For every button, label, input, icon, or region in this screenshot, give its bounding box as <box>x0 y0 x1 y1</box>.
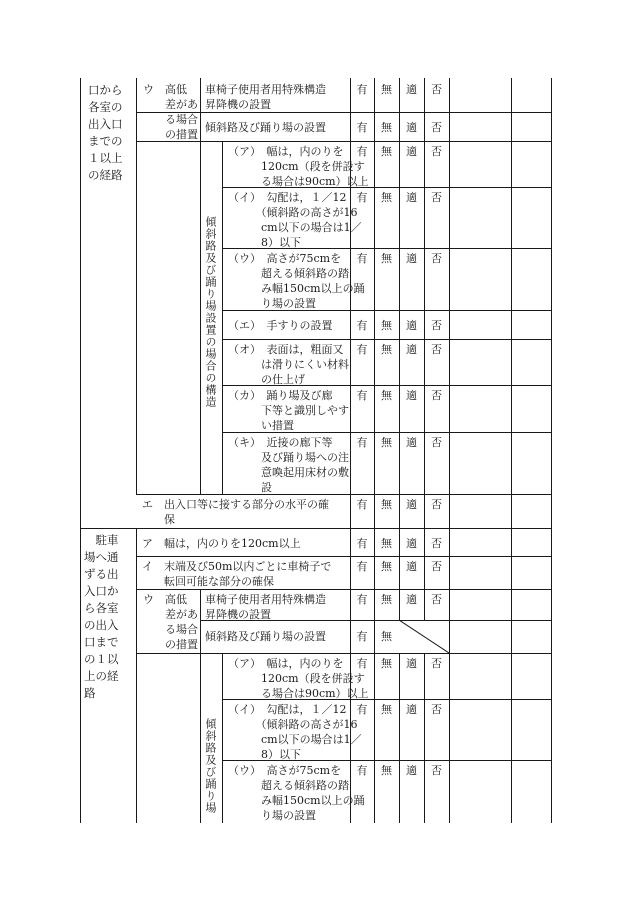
mark-ok: 適 <box>406 121 417 134</box>
row-divider <box>136 653 551 654</box>
mark-ng: 否 <box>431 145 442 158</box>
mark-no: 無 <box>381 436 392 449</box>
u1-lift-text: 車椅子使用者用特殊構造 昇降機の設置 <box>205 593 326 621</box>
mark-ok: 適 <box>406 389 417 402</box>
mark-no: 無 <box>381 252 392 265</box>
col-divider <box>449 78 450 823</box>
mark-no: 無 <box>381 343 392 356</box>
item-u-text: （ウ） 高さが75cmを 超える傾斜路の踏 み幅150cm以上の踊 り場の設置 <box>228 764 365 822</box>
mark-yes: 有 <box>356 657 368 670</box>
mark-no: 無 <box>381 703 392 716</box>
u-level-difference-label: ウ 高低 差があ る場合 の措置 <box>143 593 198 651</box>
u2-ramp-text: 傾斜路及び踊り場の設置 <box>205 121 326 134</box>
mark-ok: 適 <box>406 83 417 96</box>
mark-ng: 否 <box>431 593 442 606</box>
mark-ng: 否 <box>431 537 442 550</box>
row-divider <box>136 112 551 113</box>
mark-yes: 有 <box>356 343 368 356</box>
col-divider <box>200 589 201 823</box>
mark-ok: 適 <box>406 593 417 606</box>
mark-no: 無 <box>381 319 392 332</box>
mark-yes: 有 <box>356 537 368 550</box>
mark-yes: 有 <box>356 498 368 511</box>
item-u-text: （ウ） 高さが75cmを 超える傾斜路の踏 み幅150cm以上の踊 り場の設置 <box>228 252 365 310</box>
item-ki-text: （キ） 近接の廊下等 及び踊り場への注 意喚起用床材の敷 設 <box>228 436 349 494</box>
item-a-text: （ア） 幅は，内のりを 120cm（段を併設す る場合は90cm）以上 <box>228 657 369 700</box>
mark-yes: 有 <box>356 145 368 158</box>
mark-ok: 適 <box>406 191 417 204</box>
u1-lift-text: 車椅子使用者用特殊構造 昇降機の設置 <box>205 83 326 111</box>
a-width-text: ア 幅は，内のりを120cm以上 <box>142 537 301 550</box>
col-divider <box>136 528 137 823</box>
mark-ok: 適 <box>406 703 417 716</box>
mark-yes: 有 <box>356 191 368 204</box>
section2-route-label: 駐車 場へ通 ずる出 入口か ら各室 の出入 口まで の１以 上の経 路 <box>84 533 119 700</box>
mark-ng: 否 <box>431 83 442 96</box>
col-divider <box>222 653 223 823</box>
row-divider <box>136 141 551 142</box>
ramp-structure-label: 傾斜路及び踊り場設置の場合の構造 <box>204 216 217 408</box>
ramp-structure-label: 傾斜路及び踊り場 <box>204 718 217 814</box>
item-i-text: （イ） 勾配は，１／12 （傾斜路の高さが16 cm以下の場合は1／ 8）以下 <box>228 191 362 249</box>
mark-ng: 否 <box>431 560 442 573</box>
item-e-text: （エ） 手すりの設置 <box>228 319 333 332</box>
mark-yes: 有 <box>356 560 368 573</box>
col-divider <box>511 78 512 823</box>
mark-no: 無 <box>381 498 392 511</box>
mark-no: 無 <box>381 145 392 158</box>
mark-ng: 否 <box>431 657 442 670</box>
mark-no: 無 <box>381 630 392 643</box>
mark-ok: 適 <box>406 537 417 550</box>
mark-yes: 有 <box>356 764 368 777</box>
mark-ok: 適 <box>406 145 417 158</box>
item-a-text: （ア） 幅は，内のりを 120cm（段を併設す る場合は90cm）以上 <box>228 145 369 188</box>
e-horizontal-text: エ 出入口等に接する部分の水平の確 保 <box>142 498 329 526</box>
mark-ng: 否 <box>431 121 442 134</box>
mark-yes: 有 <box>356 593 368 606</box>
mark-no: 無 <box>381 191 392 204</box>
mark-no: 無 <box>381 83 392 96</box>
mark-ng: 否 <box>431 252 442 265</box>
mark-ok: 適 <box>406 764 417 777</box>
mark-ok: 適 <box>406 436 417 449</box>
section1-route-label: 口から 各室の 出入口 までの １以上 の経路 <box>88 83 123 182</box>
item-o-text: （オ） 表面は，粗面又 は滑りにくい材料 の仕上げ <box>228 343 349 386</box>
row-divider <box>136 589 551 590</box>
row-divider <box>222 339 551 340</box>
i-turning-text: イ 末端及び50m以内ごとに車椅子で 転回可能な部分の確保 <box>142 560 332 588</box>
mark-no: 無 <box>381 764 392 777</box>
mark-yes: 有 <box>356 703 368 716</box>
mark-yes: 有 <box>356 436 368 449</box>
mark-ok: 適 <box>406 560 417 573</box>
mark-ng: 否 <box>431 436 442 449</box>
not-applicable-diagonal <box>399 620 449 653</box>
mark-ok: 適 <box>406 343 417 356</box>
mark-ng: 否 <box>431 319 442 332</box>
col-divider <box>424 653 425 823</box>
mark-no: 無 <box>381 121 392 134</box>
item-ka-text: （カ） 踊り場及び廊 下等と識別しやす い措置 <box>228 389 349 432</box>
mark-ng: 否 <box>431 764 442 777</box>
mark-ok: 適 <box>406 252 417 265</box>
mark-no: 無 <box>381 389 392 402</box>
mark-no: 無 <box>381 537 392 550</box>
mark-no: 無 <box>381 657 392 670</box>
item-i-text: （イ） 勾配は，１／12 （傾斜路の高さが16 cm以下の場合は1／ 8）以下 <box>228 703 362 761</box>
mark-yes: 有 <box>356 252 368 265</box>
section-divider <box>80 528 551 529</box>
mark-no: 無 <box>381 593 392 606</box>
row-divider <box>136 556 551 557</box>
mark-ng: 否 <box>431 343 442 356</box>
mark-ng: 否 <box>431 191 442 204</box>
col-divider <box>399 653 400 823</box>
mark-ng: 否 <box>431 498 442 511</box>
u-level-difference-label: ウ 高低 差があ る場合 の措置 <box>143 83 198 141</box>
mark-ok: 適 <box>406 657 417 670</box>
u2-ramp-text: 傾斜路及び踊り場の設置 <box>205 630 326 643</box>
mark-ok: 適 <box>406 498 417 511</box>
mark-ok: 適 <box>406 319 417 332</box>
mark-no: 無 <box>381 560 392 573</box>
mark-ng: 否 <box>431 389 442 402</box>
mark-yes: 有 <box>356 83 368 96</box>
mark-yes: 有 <box>356 389 368 402</box>
table-border-left <box>80 78 81 823</box>
table-border-right <box>551 78 552 823</box>
mark-yes: 有 <box>356 319 368 332</box>
mark-ng: 否 <box>431 703 442 716</box>
mark-yes: 有 <box>356 121 368 134</box>
col-divider <box>222 141 223 494</box>
mark-yes: 有 <box>356 630 368 643</box>
